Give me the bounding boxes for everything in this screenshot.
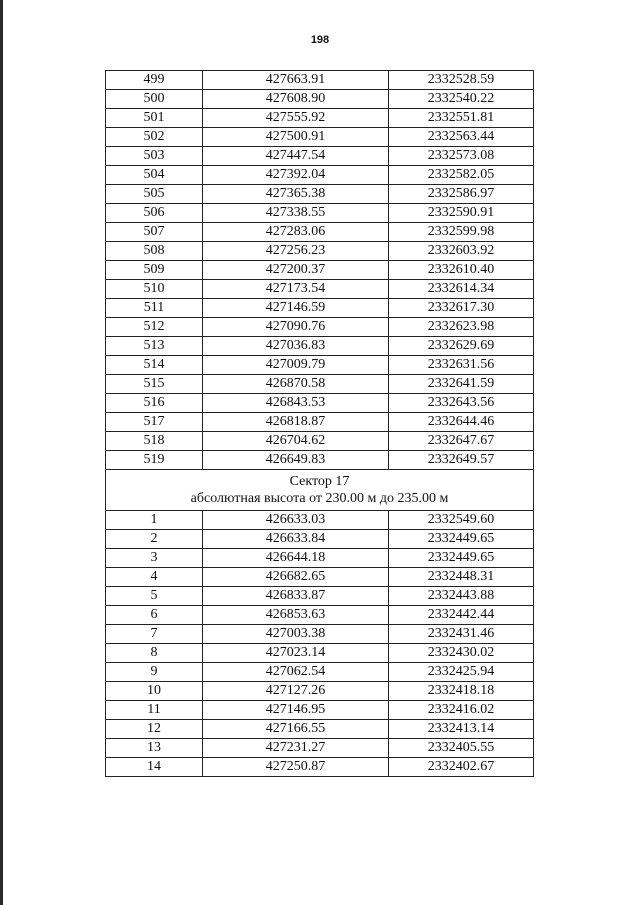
y-coordinate-cell: 2332649.57 <box>389 451 534 470</box>
point-number-cell: 501 <box>106 109 203 128</box>
x-coordinate-cell: 427447.54 <box>203 147 389 166</box>
table-row <box>106 682 534 701</box>
point-number-cell: 508 <box>106 242 203 261</box>
y-coordinate-cell: 2332617.30 <box>389 299 534 318</box>
y-coordinate-cell: 2332449.65 <box>389 549 534 568</box>
point-number-cell: 512 <box>106 318 203 337</box>
table-row <box>106 394 534 413</box>
table-row <box>106 739 534 758</box>
y-coordinate-cell: 2332644.46 <box>389 413 534 432</box>
y-coordinate-cell: 2332641.59 <box>389 375 534 394</box>
x-coordinate-cell: 427338.55 <box>203 204 389 223</box>
y-coordinate-cell: 2332430.02 <box>389 644 534 663</box>
point-number-cell: 507 <box>106 223 203 242</box>
y-coordinate-cell: 2332449.65 <box>389 530 534 549</box>
point-number-cell: 5 <box>106 587 203 606</box>
table-row <box>106 451 534 470</box>
point-number-cell: 514 <box>106 356 203 375</box>
x-coordinate-cell: 426704.62 <box>203 432 389 451</box>
y-coordinate-cell: 2332623.98 <box>389 318 534 337</box>
x-coordinate-cell: 427062.54 <box>203 663 389 682</box>
point-number-cell: 9 <box>106 663 203 682</box>
y-coordinate-cell: 2332416.02 <box>389 701 534 720</box>
x-coordinate-cell: 427555.92 <box>203 109 389 128</box>
table-row <box>106 318 534 337</box>
x-coordinate-cell: 426853.63 <box>203 606 389 625</box>
point-number-cell: 6 <box>106 606 203 625</box>
scan-edge <box>0 0 3 905</box>
table-row <box>106 413 534 432</box>
y-coordinate-cell: 2332590.91 <box>389 204 534 223</box>
point-number-cell: 4 <box>106 568 203 587</box>
table-row <box>106 147 534 166</box>
table-row <box>106 185 534 204</box>
x-coordinate-cell: 427663.91 <box>203 71 389 90</box>
point-number-cell: 12 <box>106 720 203 739</box>
x-coordinate-cell: 426644.18 <box>203 549 389 568</box>
y-coordinate-cell: 2332603.92 <box>389 242 534 261</box>
x-coordinate-cell: 426633.03 <box>203 511 389 530</box>
x-coordinate-cell: 427023.14 <box>203 644 389 663</box>
y-coordinate-cell: 2332443.88 <box>389 587 534 606</box>
x-coordinate-cell: 427173.54 <box>203 280 389 299</box>
point-number-cell: 510 <box>106 280 203 299</box>
y-coordinate-cell: 2332551.81 <box>389 109 534 128</box>
point-number-cell: 499 <box>106 71 203 90</box>
sector-header-cell <box>106 470 534 511</box>
sector-subtitle: абсолютная высота от 230.00 м до 235.00 м <box>190 491 449 506</box>
table-row <box>106 337 534 356</box>
table-row <box>106 701 534 720</box>
table-row <box>106 204 534 223</box>
y-coordinate-cell: 2332573.08 <box>389 147 534 166</box>
y-coordinate-cell: 2332643.56 <box>389 394 534 413</box>
x-coordinate-cell: 427250.87 <box>203 758 389 777</box>
x-coordinate-cell: 426843.53 <box>203 394 389 413</box>
point-number-cell: 1 <box>106 511 203 530</box>
table-row <box>106 758 534 777</box>
point-number-cell: 14 <box>106 758 203 777</box>
x-coordinate-cell: 427009.79 <box>203 356 389 375</box>
point-number-cell: 502 <box>106 128 203 147</box>
table-row <box>106 128 534 147</box>
x-coordinate-cell: 427392.04 <box>203 166 389 185</box>
y-coordinate-cell: 2332582.05 <box>389 166 534 185</box>
table-row <box>106 71 534 90</box>
table-row <box>106 261 534 280</box>
point-number-cell: 515 <box>106 375 203 394</box>
point-number-cell: 500 <box>106 90 203 109</box>
coordinates-table <box>105 70 534 777</box>
x-coordinate-cell: 427166.55 <box>203 720 389 739</box>
x-coordinate-cell: 427608.90 <box>203 90 389 109</box>
x-coordinate-cell: 427256.23 <box>203 242 389 261</box>
y-coordinate-cell: 2332599.98 <box>389 223 534 242</box>
x-coordinate-cell: 426682.65 <box>203 568 389 587</box>
x-coordinate-cell: 426818.87 <box>203 413 389 432</box>
y-coordinate-cell: 2332610.40 <box>389 261 534 280</box>
x-coordinate-cell: 426649.83 <box>203 451 389 470</box>
x-coordinate-cell: 427146.59 <box>203 299 389 318</box>
table-row <box>106 223 534 242</box>
point-number-cell: 513 <box>106 337 203 356</box>
table-row <box>106 166 534 185</box>
y-coordinate-cell: 2332549.60 <box>389 511 534 530</box>
y-coordinate-cell: 2332442.44 <box>389 606 534 625</box>
point-number-cell: 504 <box>106 166 203 185</box>
x-coordinate-cell: 427200.37 <box>203 261 389 280</box>
point-number-cell: 7 <box>106 625 203 644</box>
x-coordinate-cell: 427090.76 <box>203 318 389 337</box>
table-body-after <box>106 511 534 777</box>
table-row <box>106 375 534 394</box>
x-coordinate-cell: 427283.06 <box>203 223 389 242</box>
table-row <box>106 432 534 451</box>
table-row <box>106 606 534 625</box>
table-row <box>106 644 534 663</box>
point-number-cell: 13 <box>106 739 203 758</box>
y-coordinate-cell: 2332540.22 <box>389 90 534 109</box>
x-coordinate-cell: 427003.38 <box>203 625 389 644</box>
table-row <box>106 511 534 530</box>
y-coordinate-cell: 2332586.97 <box>389 185 534 204</box>
table-row <box>106 299 534 318</box>
y-coordinate-cell: 2332402.67 <box>389 758 534 777</box>
y-coordinate-cell: 2332631.56 <box>389 356 534 375</box>
y-coordinate-cell: 2332431.46 <box>389 625 534 644</box>
point-number-cell: 517 <box>106 413 203 432</box>
table-row <box>106 587 534 606</box>
y-coordinate-cell: 2332614.34 <box>389 280 534 299</box>
table-row <box>106 356 534 375</box>
y-coordinate-cell: 2332405.55 <box>389 739 534 758</box>
table-row <box>106 242 534 261</box>
x-coordinate-cell: 427036.83 <box>203 337 389 356</box>
table-body-before <box>106 71 534 470</box>
y-coordinate-cell: 2332413.14 <box>389 720 534 739</box>
point-number-cell: 505 <box>106 185 203 204</box>
table-row <box>106 109 534 128</box>
point-number-cell: 11 <box>106 701 203 720</box>
point-number-cell: 509 <box>106 261 203 280</box>
point-number-cell: 506 <box>106 204 203 223</box>
sector-header-group <box>106 470 534 511</box>
point-number-cell: 503 <box>106 147 203 166</box>
point-number-cell: 3 <box>106 549 203 568</box>
table-row <box>106 549 534 568</box>
y-coordinate-cell: 2332528.59 <box>389 71 534 90</box>
x-coordinate-cell: 427127.26 <box>203 682 389 701</box>
table-row <box>106 568 534 587</box>
y-coordinate-cell: 2332425.94 <box>389 663 534 682</box>
y-coordinate-cell: 2332418.18 <box>389 682 534 701</box>
table-row <box>106 530 534 549</box>
point-number-cell: 10 <box>106 682 203 701</box>
x-coordinate-cell: 426833.87 <box>203 587 389 606</box>
y-coordinate-cell: 2332647.67 <box>389 432 534 451</box>
sector-title: Сектор 17 <box>289 474 350 489</box>
sector-header-row <box>106 470 534 511</box>
point-number-cell: 2 <box>106 530 203 549</box>
y-coordinate-cell: 2332629.69 <box>389 337 534 356</box>
x-coordinate-cell: 427146.95 <box>203 701 389 720</box>
point-number-cell: 516 <box>106 394 203 413</box>
x-coordinate-cell: 426633.84 <box>203 530 389 549</box>
table-row <box>106 663 534 682</box>
table-row <box>106 720 534 739</box>
point-number-cell: 518 <box>106 432 203 451</box>
y-coordinate-cell: 2332448.31 <box>389 568 534 587</box>
point-number-cell: 511 <box>106 299 203 318</box>
y-coordinate-cell: 2332563.44 <box>389 128 534 147</box>
table-row <box>106 625 534 644</box>
point-number-cell: 519 <box>106 451 203 470</box>
page-number: 198 <box>310 34 330 46</box>
x-coordinate-cell: 427231.27 <box>203 739 389 758</box>
x-coordinate-cell: 427365.38 <box>203 185 389 204</box>
table-row <box>106 90 534 109</box>
point-number-cell: 8 <box>106 644 203 663</box>
x-coordinate-cell: 426870.58 <box>203 375 389 394</box>
table-row <box>106 280 534 299</box>
x-coordinate-cell: 427500.91 <box>203 128 389 147</box>
